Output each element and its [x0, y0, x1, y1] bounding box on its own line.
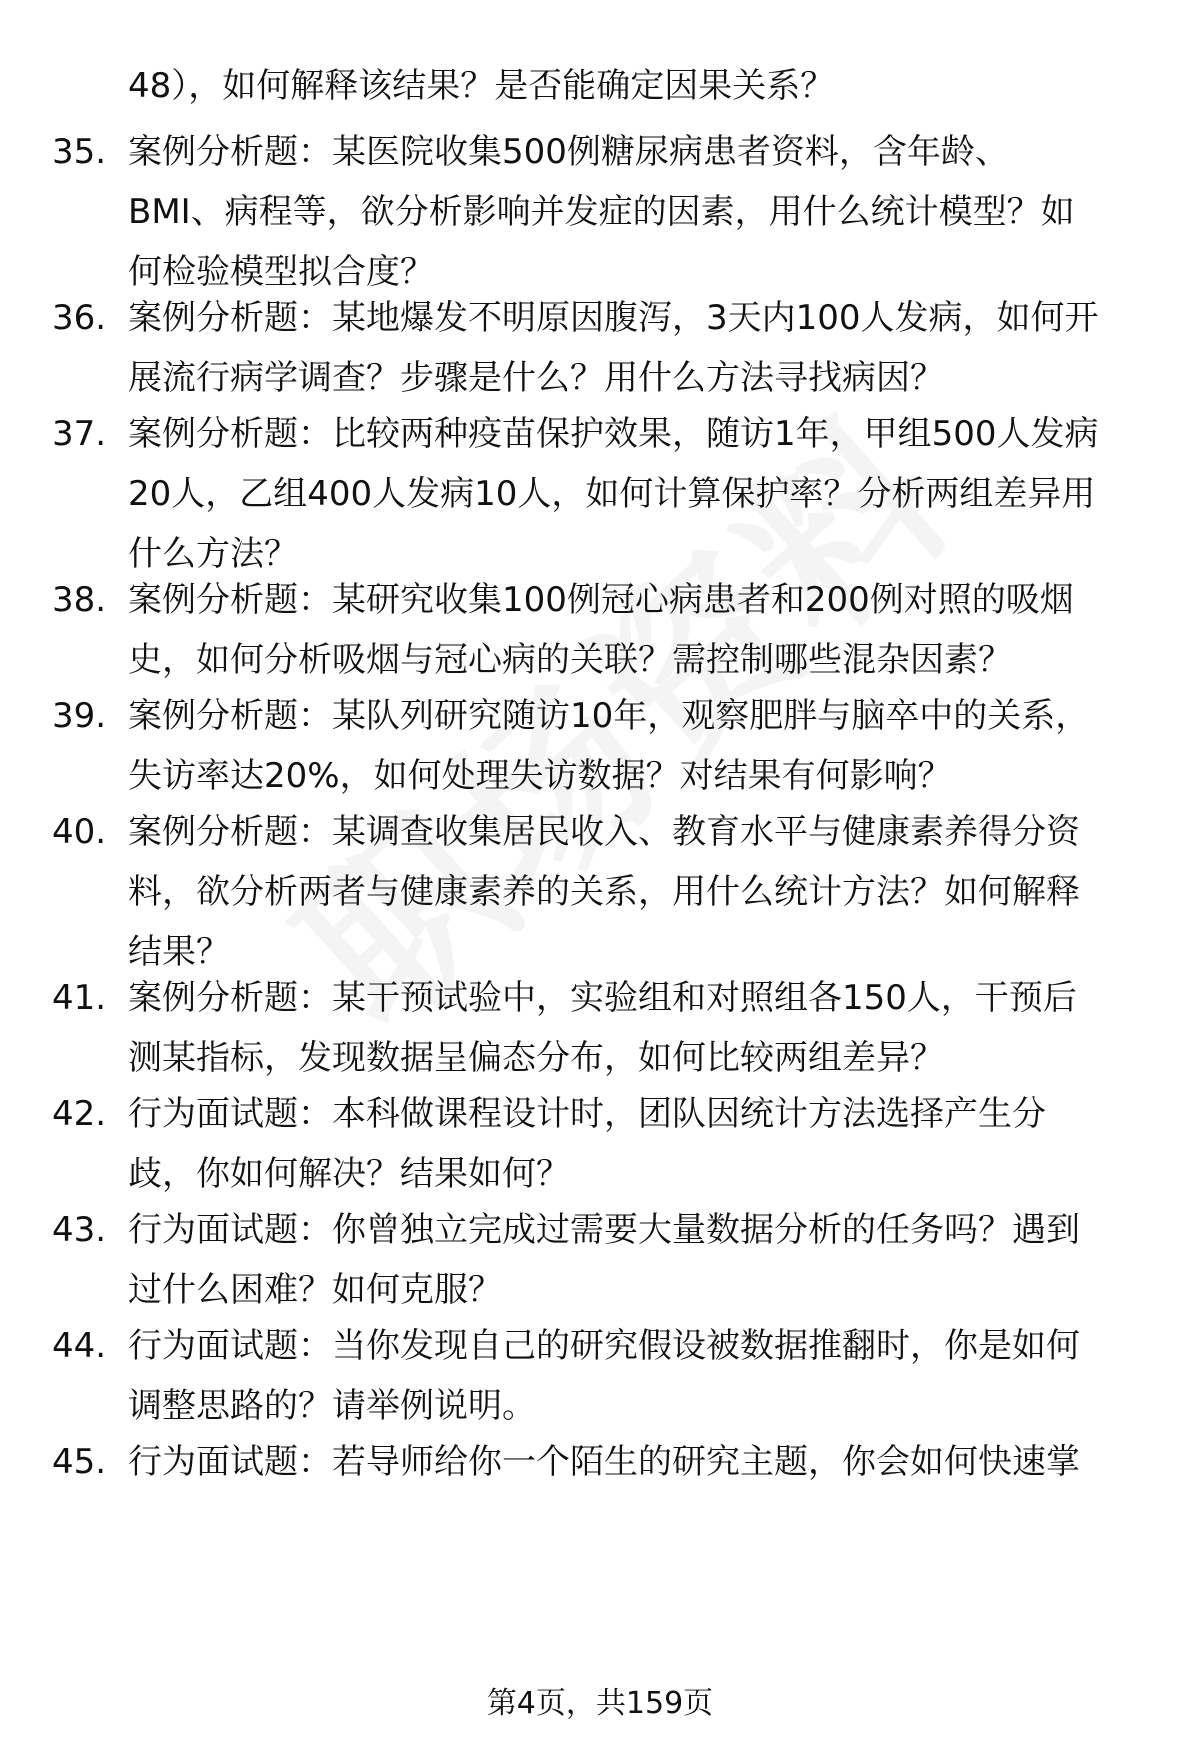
question-text [128, 1084, 1168, 1204]
question-number: 36. [52, 298, 107, 338]
page-footer: 第4页，共159页 [486, 1686, 714, 1721]
question-number: 45. [52, 1442, 107, 1482]
question-line: 过什么困难？如何克服？ [128, 1270, 502, 1310]
continuation-line: 48），如何解释该结果？是否能确定因果关系？ [128, 66, 835, 106]
question-text [128, 1200, 1168, 1320]
question-number: 44. [52, 1326, 107, 1366]
question-number: 37. [52, 414, 107, 454]
question-text [128, 968, 1168, 1088]
question-line: 什么方法？ [128, 534, 298, 574]
question-line: 史，如何分析吸烟与冠心病的关联？需控制哪些混杂因素？ [128, 640, 1012, 680]
question-line: 案例分析题：比较两种疫苗保护效果，随访1年，甲组500人发病 [128, 414, 1099, 454]
question-text [128, 288, 1168, 408]
question-line: 20人，乙组400人发病10人，如何计算保护率？分析两组差异用 [128, 474, 1096, 514]
question-number: 43. [52, 1210, 107, 1250]
question-number: 35. [52, 132, 107, 172]
question-line: 歧，你如何解决？结果如何？ [128, 1154, 570, 1194]
question-text [128, 686, 1168, 806]
question-number: 39. [52, 696, 107, 736]
question-line: 展流行病学调查？步骤是什么？用什么方法寻找病因？ [128, 358, 944, 398]
question-line: 调整思路的？请举例说明。 [128, 1386, 536, 1426]
question-line: 测某指标，发现数据呈偏态分布，如何比较两组差异？ [128, 1038, 944, 1078]
question-text [128, 122, 1168, 302]
question-text [128, 1432, 1168, 1492]
question-line: 行为面试题：本科做课程设计时，团队因统计方法选择产生分 [128, 1094, 1046, 1134]
question-line: 行为面试题：当你发现自己的研究假设被数据推翻时，你是如何 [128, 1326, 1080, 1366]
question-text [128, 404, 1168, 584]
question-text [128, 802, 1168, 982]
question-line: 案例分析题：某队列研究随访10年，观察肥胖与脑卒中的关系， [128, 696, 1090, 736]
question-line: 案例分析题：某地爆发不明原因腹泻，3天内100人发病，如何开 [128, 298, 1099, 338]
question-line: 行为面试题：你曾独立完成过需要大量数据分析的任务吗？遇到 [128, 1210, 1080, 1250]
question-line: 案例分析题：某干预试验中，实验组和对照组各150人，干预后 [128, 978, 1077, 1018]
question-line: 案例分析题：某医院收集500例糖尿病患者资料，含年龄、 [128, 132, 1009, 172]
question-text [128, 570, 1168, 690]
question-line: 案例分析题：某研究收集100例冠心病患者和200例对照的吸烟 [128, 580, 1074, 620]
question-number: 42. [52, 1094, 107, 1134]
question-line: BMI、病程等，欲分析影响并发症的因素，用什么统计模型？如 [128, 192, 1075, 232]
question-line: 何检验模型拟合度？ [128, 252, 434, 292]
question-number: 40. [52, 812, 107, 852]
question-line: 行为面试题：若导师给你一个陌生的研究主题，你会如何快速掌 [128, 1442, 1080, 1482]
question-line: 案例分析题：某调查收集居民收入、教育水平与健康素养得分资 [128, 812, 1080, 852]
question-line: 料，欲分析两者与健康素养的关系，用什么统计方法？如何解释 [128, 872, 1080, 912]
question-line: 失访率达20%，如何处理失访数据？对结果有何影响？ [128, 756, 952, 796]
question-number: 38. [52, 580, 107, 620]
question-text [128, 1316, 1168, 1436]
question-number: 41. [52, 978, 107, 1018]
question-line: 结果？ [128, 932, 230, 972]
